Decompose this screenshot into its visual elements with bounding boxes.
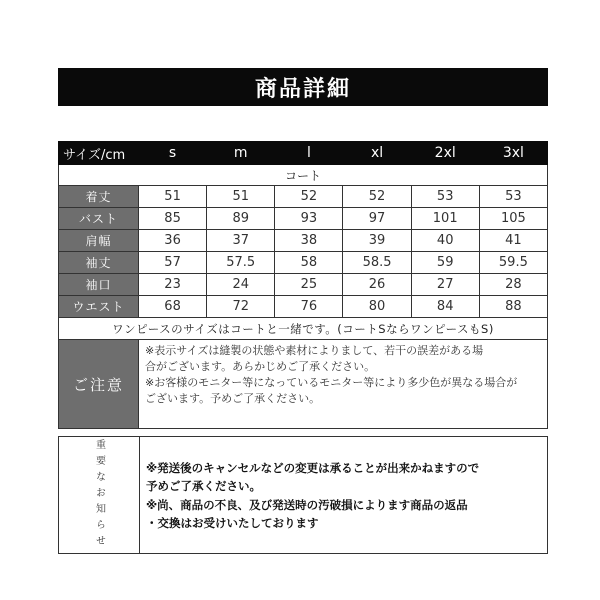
header-cell-xl: xl	[343, 142, 411, 165]
caution-row	[59, 340, 548, 429]
table-cell: 101	[411, 208, 479, 230]
table-cell: 53	[479, 186, 547, 208]
table-cell: 68	[139, 296, 207, 318]
table-cell: 23	[139, 274, 207, 296]
caution-line: ※表示サイズは縫製の状態や素材によりまして、若干の誤差がある場	[145, 344, 484, 357]
table-row	[59, 186, 548, 208]
notice-label-cell	[59, 437, 140, 553]
caution-line: ※お客様のモニター等になっているモニター等により多少色が異なる場合が	[145, 375, 518, 389]
header-cell-3xl: 3xl	[479, 142, 547, 165]
table-cell: 38	[275, 230, 343, 252]
table-cell: 76	[275, 296, 343, 318]
size-note: ワンピースのサイズはコートと一緒です。(コートSならワンピースもS)	[59, 318, 548, 340]
page-title-banner	[58, 68, 548, 106]
table-cell: 85	[139, 208, 207, 230]
table-cell: 93	[275, 208, 343, 230]
table-cell: 88	[479, 296, 547, 318]
header-cell-m: m	[207, 142, 275, 165]
notice-line: ・交換はお受けいたしております	[146, 516, 319, 531]
table-row	[59, 230, 548, 252]
size-table	[58, 141, 548, 429]
table-cell: 51	[139, 186, 207, 208]
table-row	[59, 252, 548, 274]
table-row	[59, 274, 548, 296]
table-row	[59, 296, 548, 318]
table-cell: 52	[343, 186, 411, 208]
table-cell: 58.5	[343, 252, 411, 274]
row-label-bust: バスト	[59, 208, 139, 230]
header-cell-size-unit: サイズ/cm	[59, 142, 139, 165]
table-cell: 58	[275, 252, 343, 274]
notice-text	[140, 437, 547, 553]
row-label-sleeve-length: 袖丈	[59, 252, 139, 274]
size-table-subheader	[59, 165, 548, 186]
important-notice-box	[58, 436, 548, 554]
header-cell-s: s	[139, 142, 207, 165]
table-row	[59, 208, 548, 230]
table-cell: 105	[479, 208, 547, 230]
row-label-shoulder: 肩幅	[59, 230, 139, 252]
header-cell-l: l	[275, 142, 343, 165]
table-cell: 57	[139, 252, 207, 274]
row-label-waist: ウエスト	[59, 296, 139, 318]
table-cell: 84	[411, 296, 479, 318]
caution-text	[139, 340, 548, 429]
caution-line: 合がございます。あらかじめご了承ください。	[145, 359, 376, 373]
table-cell: 59.5	[479, 252, 547, 274]
table-cell: 25	[275, 274, 343, 296]
table-cell: 59	[411, 252, 479, 274]
row-label-length: 着丈	[59, 186, 139, 208]
table-cell: 89	[207, 208, 275, 230]
table-cell: 53	[411, 186, 479, 208]
header-cell-2xl: 2xl	[411, 142, 479, 165]
table-cell: 51	[207, 186, 275, 208]
table-cell: 40	[411, 230, 479, 252]
table-cell: 80	[343, 296, 411, 318]
table-cell: 36	[139, 230, 207, 252]
notice-line: 予めご了承ください。	[146, 479, 261, 494]
coat-subheader: コート	[59, 165, 548, 186]
caution-line: ございます。予めご了承ください。	[145, 391, 321, 405]
table-cell: 39	[343, 230, 411, 252]
table-cell: 27	[411, 274, 479, 296]
size-note-row	[59, 318, 548, 340]
size-table-header	[59, 142, 548, 165]
table-cell: 52	[275, 186, 343, 208]
table-cell: 24	[207, 274, 275, 296]
table-cell: 97	[343, 208, 411, 230]
row-label-cuff: 袖口	[59, 274, 139, 296]
table-cell: 26	[343, 274, 411, 296]
table-cell: 41	[479, 230, 547, 252]
table-cell: 72	[207, 296, 275, 318]
table-cell: 57.5	[207, 252, 275, 274]
page-title: 商品詳細	[254, 76, 351, 102]
notice-label: 重要なお知らせ	[93, 439, 105, 551]
notice-line: ※発送後のキャンセルなどの変更は承ることが出来かねますので	[146, 461, 480, 475]
table-cell: 28	[479, 274, 547, 296]
table-cell: 37	[207, 230, 275, 252]
caution-label: ご注意	[59, 340, 139, 429]
notice-line: ※尚、商品の不良、及び発送時の汚破損によります商品の返品	[146, 497, 468, 512]
